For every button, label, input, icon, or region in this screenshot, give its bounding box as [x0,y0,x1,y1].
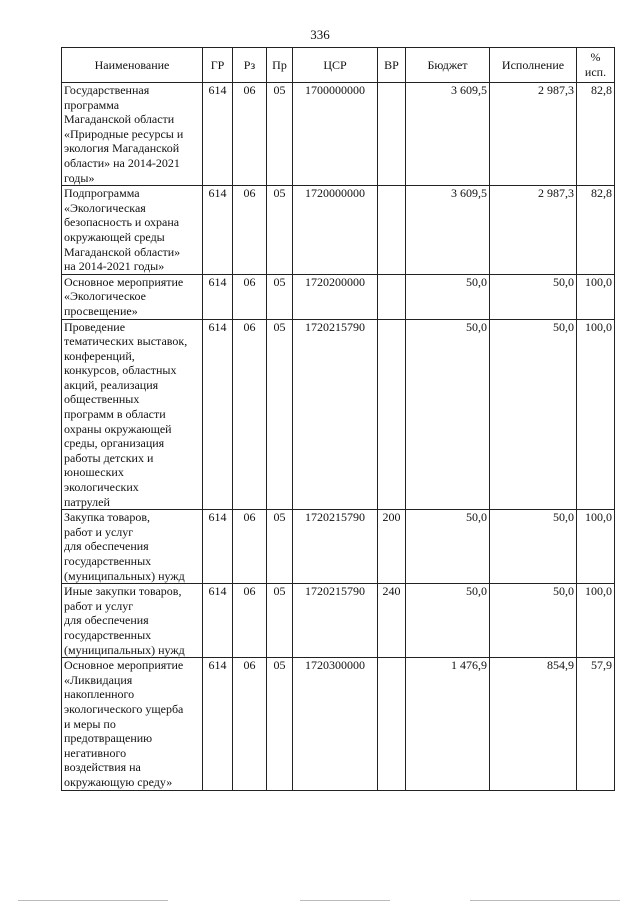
row-pr: 05 [267,186,293,275]
row-budget: 3 609,5 [406,83,490,186]
row-pr: 05 [267,510,293,584]
table-row [62,658,615,790]
row-vr [378,658,406,790]
table-row [62,510,615,584]
row-rz: 06 [233,584,267,658]
row-execution: 50,0 [490,584,577,658]
row-name: Закупка товаров, работ и услуг для обеспечения государственных (муниципальных) нужд [62,510,203,584]
row-vr: 200 [378,510,406,584]
header-gr: ГР [203,48,233,83]
header-csr: ЦСР [293,48,378,83]
row-csr: 1720000000 [293,186,378,275]
row-pr: 05 [267,83,293,186]
row-csr: 1700000000 [293,83,378,186]
row-percent: 82,8 [577,83,615,186]
row-vr: 240 [378,584,406,658]
row-csr: 1720215790 [293,319,378,510]
row-csr: 1720215790 [293,510,378,584]
footer-divider-left [18,900,168,901]
row-gr: 614 [203,510,233,584]
row-percent: 100,0 [577,274,615,319]
row-csr: 1720300000 [293,658,378,790]
row-rz: 06 [233,83,267,186]
row-name: Государственная программа Магаданской области «Природные ресурсы и экология Магаданской области» на 2014-2021 годы» [62,83,203,186]
row-percent: 100,0 [577,510,615,584]
row-vr [378,274,406,319]
row-budget: 50,0 [406,274,490,319]
row-execution: 2 987,3 [490,83,577,186]
page-number: 336 [310,27,330,42]
table-row [62,274,615,319]
row-budget: 3 609,5 [406,186,490,275]
row-gr: 614 [203,319,233,510]
row-gr: 614 [203,186,233,275]
row-vr [378,83,406,186]
table-row [62,83,615,186]
table-header-row [62,48,615,83]
row-name: Основное мероприятие «Экологическое просвещение» [62,274,203,319]
footer-divider-mid [300,900,390,901]
header-name: Наименование [62,48,203,83]
row-rz: 06 [233,186,267,275]
row-gr: 614 [203,274,233,319]
header-percent-label: исп. [584,65,607,79]
row-budget: 50,0 [406,584,490,658]
table-row [62,584,615,658]
table-row [62,319,615,510]
table-row [62,186,615,275]
header-execution: Исполнение [490,48,577,83]
row-percent: 100,0 [577,584,615,658]
row-vr [378,186,406,275]
row-execution: 854,9 [490,658,577,790]
row-rz: 06 [233,319,267,510]
row-execution: 50,0 [490,510,577,584]
footer-divider-right [470,900,620,901]
row-pr: 05 [267,319,293,510]
row-name: Иные закупки товаров, работ и услуг для обеспечения государственных (муниципальных) нужд [62,584,203,658]
row-rz: 06 [233,658,267,790]
row-rz: 06 [233,274,267,319]
row-execution: 50,0 [490,319,577,510]
header-pr: Пр [267,48,293,83]
row-budget: 50,0 [406,319,490,510]
row-rz: 06 [233,510,267,584]
row-gr: 614 [203,83,233,186]
row-vr [378,319,406,510]
header-rz: Рз [233,48,267,83]
row-execution: 2 987,3 [490,186,577,275]
header-budget: Бюджет [406,48,490,83]
header-percent-symbol: % [590,50,601,65]
row-pr: 05 [267,658,293,790]
row-gr: 614 [203,658,233,790]
row-csr: 1720200000 [293,274,378,319]
row-pr: 05 [267,274,293,319]
row-name: Основное мероприятие «Ликвидация накопленного экологического ущерба и меры по предотвращению негативного воздействия на окружающую среду» [62,658,203,790]
row-gr: 614 [203,584,233,658]
header-percent [577,48,615,83]
row-budget: 1 476,9 [406,658,490,790]
row-name: Проведение тематических выставок, конференций, конкурсов, областных акций, реализация общественных программ в области охраны окружающей среды, организация работы детских и юношеских экологических патрулей [62,319,203,510]
row-percent: 57,9 [577,658,615,790]
row-csr: 1720215790 [293,584,378,658]
row-percent: 82,8 [577,186,615,275]
row-pr: 05 [267,584,293,658]
budget-table [61,47,615,791]
row-execution: 50,0 [490,274,577,319]
row-percent: 100,0 [577,319,615,510]
row-budget: 50,0 [406,510,490,584]
header-vr: ВР [378,48,406,83]
row-name: Подпрограмма «Экологическая безопасность и охрана окружающей среды Магаданской области» на 2014-2021 годы» [62,186,203,275]
